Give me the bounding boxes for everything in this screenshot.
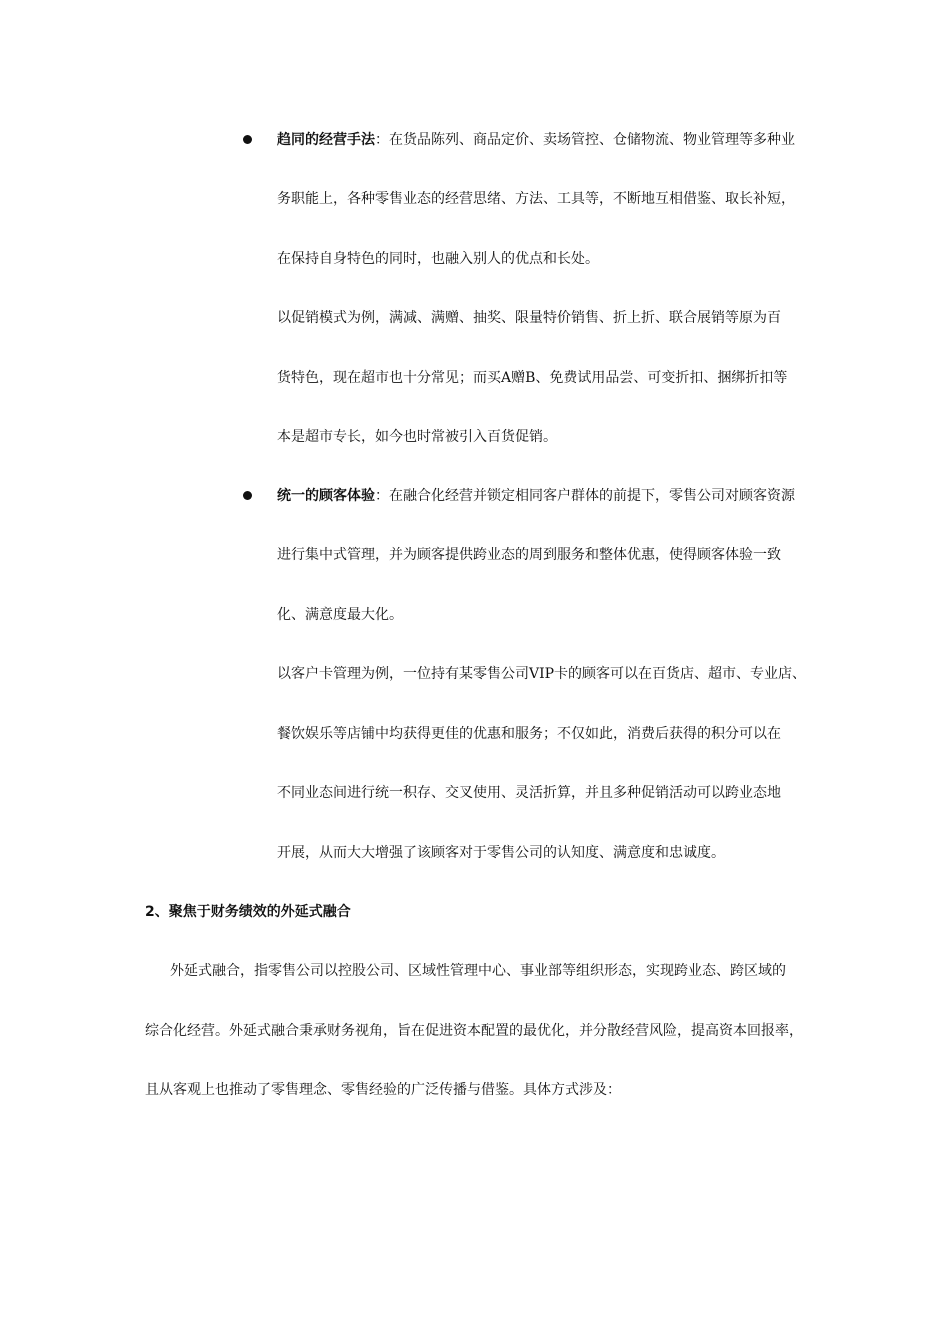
bullet-1-text: ：在货品陈列、商品定价、卖场管控、仓储物流、物业管理等多种业: [375, 132, 795, 148]
bullet-2-example-1: 以客户卡管理为例，一位持有某零售公司VIP卡的顾客可以在百货店、超市、专业店、: [277, 666, 807, 682]
bullet-1-example-3: 本是超市专长，如今也时常被引入百货促销。: [277, 429, 557, 445]
bullet-2-example-2: 餐饮娱乐等店铺中均获得更佳的优惠和服务；不仅如此，消费后获得的积分可以在: [277, 726, 781, 742]
bullet-dot-icon: [243, 491, 252, 500]
bullet-1-line-1: [277, 130, 795, 150]
section-2-paragraph-line-1: 外延式融合，指零售公司以控股公司、区域性管理中心、事业部等组织形态，实现跨业态、跨区域的: [170, 963, 786, 979]
bullet-2-example-4: 开展，从而大大增强了该顾客对于零售公司的认知度、满意度和忠诚度。: [277, 845, 725, 861]
bullet-2-example-3: 不同业态间进行统一积存、交叉使用、灵活折算，并且多种促销活动可以跨业态地: [277, 785, 781, 801]
bullet-2-line-1: [277, 486, 795, 506]
bullet-2-text: ：在融合化经营并锁定相同客户群体的前提下，零售公司对顾客资源: [375, 488, 795, 504]
bullet-1-line-2: 务职能上，各种零售业态的经营思绪、方法、工具等，不断地互相借鉴、取长补短，: [277, 191, 795, 207]
bullet-2-line-2: 进行集中式管理，并为顾客提供跨业态的周到服务和整体优惠，使得顾客体验一致: [277, 547, 781, 563]
bullet-2-line-3: 化、满意度最大化。: [277, 607, 403, 623]
bullet-1-example-2: 货特色，现在超市也十分常见；而买A赠B、免费试用品尝、可变折扣、捆绑折扣等: [277, 370, 788, 386]
bullet-1-example-1: 以促销模式为例，满减、满赠、抽奖、限量特价销售、折上折、联合展销等原为百: [277, 310, 781, 326]
section-2-heading: 2、聚焦于财务绩效的外延式融合: [145, 904, 351, 920]
bullet-dot-icon: [243, 135, 252, 144]
bullet-2-term: 统一的顾客体验: [277, 488, 375, 504]
section-2-paragraph-line-3: 且从客观上也推动了零售理念、零售经验的广泛传播与借鉴。具体方式涉及：: [145, 1082, 621, 1098]
bullet-1-line-3: 在保持自身特色的同时，也融入别人的优点和长处。: [277, 251, 599, 267]
section-2-paragraph-line-2: 综合化经营。外延式融合秉承财务视角，旨在促进资本配置的最优化，并分散经营风险，提高资本回报率，: [145, 1023, 803, 1039]
bullet-1-term: 趋同的经营手法: [277, 132, 375, 148]
